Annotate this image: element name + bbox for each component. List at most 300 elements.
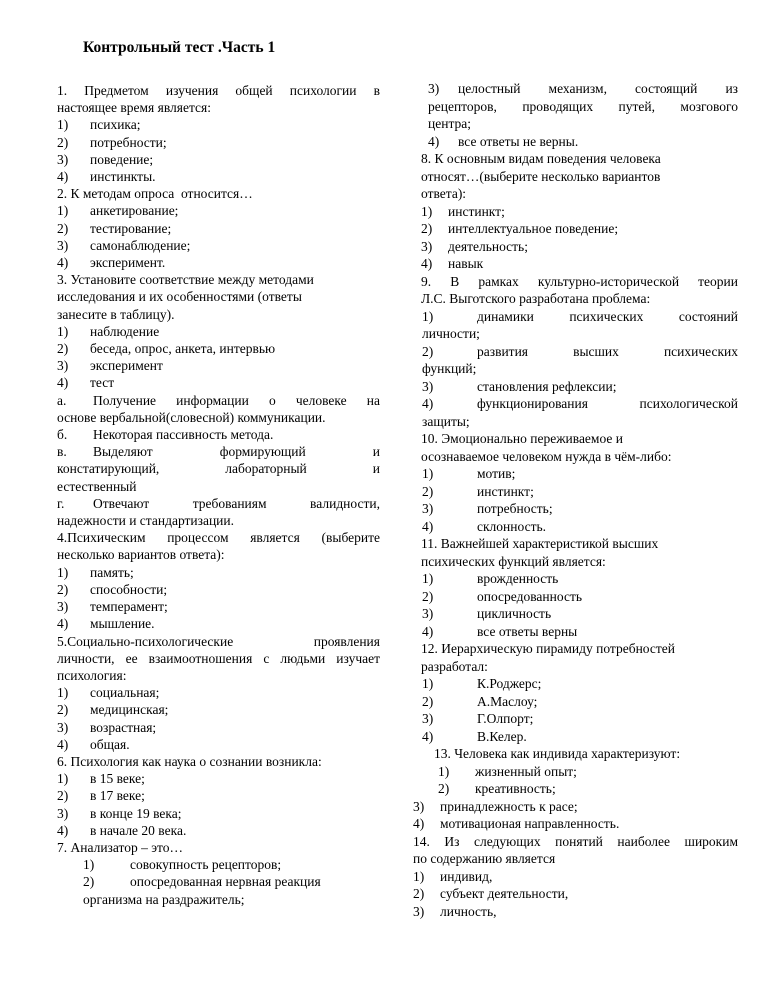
answer-option: [422, 588, 738, 606]
option-marker: 1): [422, 571, 434, 586]
text-run: Г.Олпорт;: [477, 711, 534, 726]
option-marker: 4): [57, 736, 69, 752]
option-marker: 2): [57, 788, 69, 804]
question-text: [421, 535, 738, 570]
text-line: [413, 885, 738, 903]
option-marker: 3): [428, 81, 440, 96]
text-run: самонаблюдение;: [90, 237, 191, 253]
text-line: [422, 518, 738, 536]
question-text: [413, 833, 738, 868]
answer-option: [57, 220, 380, 237]
text-run: 8. К основным видам поведения человека: [421, 151, 661, 166]
option-marker: 1): [57, 685, 69, 701]
text-run: потребности;: [90, 134, 167, 150]
option-marker: 2): [57, 341, 69, 357]
text-run: динамики психических состояний: [477, 308, 738, 324]
text-line: [57, 306, 380, 323]
text-run: по содержанию является: [413, 851, 556, 866]
option-marker: а.: [57, 392, 67, 408]
answer-option: [57, 237, 380, 254]
text-run: 1. Предметом изучения общей психологии в: [57, 83, 380, 98]
answer-option: [57, 202, 380, 219]
text-line: [57, 357, 380, 374]
text-run: настоящее время является:: [57, 100, 211, 116]
text-line: [57, 168, 380, 185]
option-marker: 3): [57, 237, 69, 253]
text-run: общая.: [90, 736, 130, 752]
text-line: [57, 288, 380, 305]
answer-option: [57, 134, 380, 151]
option-marker: 2): [57, 702, 69, 718]
answer-option: [413, 868, 738, 886]
option-marker: 4): [57, 375, 69, 391]
text-run: 6. Психология как наука о сознании возникла:: [57, 753, 322, 769]
text-line: [422, 483, 738, 501]
text-run: Получение информации о человеке на: [93, 392, 380, 408]
text-line: [57, 650, 380, 667]
answer-option: [57, 770, 380, 787]
answer-option: [83, 873, 380, 907]
text-line: [57, 134, 380, 151]
text-run: исследования и их особенностями (ответы: [57, 289, 302, 305]
answer-option: [422, 395, 738, 430]
option-marker: б.: [57, 427, 68, 443]
answer-option: [57, 323, 380, 340]
text-line: [57, 615, 380, 632]
text-run: деятельность;: [448, 238, 528, 254]
question-text: [421, 640, 738, 675]
text-run: эксперимент: [90, 358, 163, 374]
text-run: личности;: [422, 326, 480, 341]
text-run: все ответы верны: [477, 623, 578, 639]
text-line: [421, 553, 738, 571]
text-line: [57, 409, 380, 426]
option-marker: 3): [422, 711, 434, 726]
answer-option: [57, 340, 380, 357]
match-item: [57, 392, 380, 426]
text-run: анкетирование;: [90, 203, 179, 219]
text-run: инстинкт;: [477, 483, 534, 499]
option-marker: 3): [422, 378, 434, 394]
text-line: [57, 340, 380, 357]
option-marker: 3): [57, 805, 69, 821]
text-run: осознаваемое человеком нужда в чём-либо:: [421, 448, 672, 464]
text-line: [57, 392, 380, 409]
answer-option: [57, 701, 380, 718]
text-run: в 15 веке;: [90, 771, 145, 787]
text-line: [57, 495, 380, 512]
text-run: тестирование;: [90, 220, 172, 236]
answer-option: [421, 203, 738, 221]
text-run: в конце 19 века;: [90, 805, 182, 821]
answer-option: [421, 255, 738, 273]
text-run: Отвечают требованиям валидности,: [93, 495, 380, 511]
text-run: функционирования психологической: [477, 396, 738, 411]
answer-option: [57, 168, 380, 185]
option-marker: 1): [438, 763, 450, 779]
text-run: беседа, опрос, анкета, интервью: [90, 341, 276, 357]
answer-option: [57, 719, 380, 736]
text-line: [422, 413, 738, 431]
answer-option: [422, 378, 738, 396]
text-line: [421, 203, 738, 221]
text-line: [57, 529, 380, 546]
text-run: эксперимент.: [90, 255, 166, 271]
option-marker: 2): [57, 220, 69, 236]
text-line: [421, 640, 738, 658]
option-marker: 3): [413, 903, 425, 919]
option-marker: 1): [57, 203, 69, 219]
option-marker: 4): [57, 169, 69, 185]
document-title: Контрольный тест .Часть 1: [83, 39, 276, 56]
text-line: [57, 254, 380, 271]
text-line: [421, 273, 738, 291]
text-run: защиты;: [422, 413, 470, 429]
text-line: [421, 185, 738, 203]
text-line: [57, 426, 380, 443]
option-marker: 2): [83, 874, 95, 890]
text-line: [413, 815, 738, 833]
text-run: возрастная;: [90, 719, 157, 735]
match-item: [57, 426, 380, 443]
text-line: [83, 891, 380, 908]
option-marker: 3): [422, 501, 434, 516]
text-run: Некоторая пассивность метода.: [93, 427, 274, 443]
text-run: относят…(выберите несколько вариантов: [421, 168, 661, 184]
text-run: наблюдение: [90, 323, 160, 339]
text-line: [421, 238, 738, 256]
text-line: [422, 395, 738, 413]
question-text: [57, 82, 380, 116]
question-text: [57, 271, 380, 323]
text-line: [57, 323, 380, 340]
answer-option: [57, 822, 380, 839]
text-line: [57, 787, 380, 804]
text-run: 2. К методам опроса относится…: [57, 186, 253, 202]
text-line: [57, 99, 380, 116]
match-item: [57, 443, 380, 495]
answer-option: [57, 374, 380, 391]
answer-option: [438, 780, 738, 798]
text-run: медицинская;: [90, 702, 169, 718]
option-marker: 4): [57, 255, 69, 271]
option-marker: 4): [57, 616, 69, 632]
question-text: [57, 753, 380, 770]
answer-option: [57, 615, 380, 632]
option-marker: 1): [57, 564, 69, 580]
text-line: [57, 478, 380, 495]
text-run: все ответы не верны.: [458, 133, 579, 149]
text-run: жизненный опыт;: [475, 763, 577, 779]
option-marker: 1): [57, 323, 69, 339]
text-line: [57, 839, 380, 856]
option-marker: в.: [57, 444, 67, 460]
option-marker: 3): [421, 238, 433, 254]
text-line: [422, 500, 738, 518]
answer-option: [422, 465, 738, 483]
option-marker: 3): [57, 599, 69, 615]
answer-option: [57, 736, 380, 753]
text-line: [434, 745, 738, 763]
option-marker: 4): [422, 623, 434, 639]
answer-option: [428, 80, 738, 133]
text-run: в начале 20 века.: [90, 822, 187, 838]
answer-option: [57, 564, 380, 581]
text-line: [57, 684, 380, 701]
option-marker: 4): [421, 256, 433, 271]
question-text: [434, 745, 738, 763]
left-column: [57, 82, 380, 908]
text-line: [57, 512, 380, 529]
text-run: цикличность: [477, 606, 552, 621]
text-line: [57, 374, 380, 391]
answer-option: [413, 815, 738, 833]
option-marker: 2): [422, 693, 434, 709]
text-run: социальная;: [90, 685, 160, 701]
answer-option: [57, 684, 380, 701]
text-run: мышление.: [90, 616, 155, 632]
answer-option: [57, 787, 380, 804]
option-marker: 3): [413, 798, 425, 814]
text-line: [422, 360, 738, 378]
text-line: [422, 308, 738, 326]
text-line: [57, 546, 380, 563]
text-line: [421, 448, 738, 466]
text-line: [57, 701, 380, 718]
text-run: индивид,: [440, 868, 493, 884]
match-item: [57, 495, 380, 529]
text-line: [422, 675, 738, 693]
text-line: [57, 581, 380, 598]
text-line: [413, 833, 738, 851]
option-marker: 2): [57, 581, 69, 597]
text-line: [57, 443, 380, 460]
question-text: [421, 273, 738, 308]
text-line: [57, 736, 380, 753]
text-run: развития высших психических: [477, 343, 738, 359]
text-line: [438, 780, 738, 798]
text-run: личности, ее взаимоотношения с людьми изучает: [57, 650, 380, 666]
text-line: [422, 325, 738, 343]
text-line: [57, 82, 380, 99]
text-run: естественный: [57, 478, 137, 494]
text-line: [57, 151, 380, 168]
answer-option: [422, 500, 738, 518]
option-marker: 1): [421, 203, 433, 219]
text-line: [421, 658, 738, 676]
text-line: [413, 850, 738, 868]
option-marker: 4): [422, 728, 434, 744]
answer-option: [57, 357, 380, 374]
option-marker: 2): [438, 781, 450, 796]
text-run: склонность.: [477, 518, 546, 534]
option-marker: 2): [421, 221, 433, 236]
answer-option: [422, 623, 738, 641]
text-line: [83, 873, 380, 890]
text-run: рецепторов, проводящих путей, мозгового: [428, 98, 738, 114]
option-marker: 1): [57, 771, 69, 787]
text-line: [421, 150, 738, 168]
text-run: инстинкты.: [90, 169, 156, 185]
text-run: совокупность рецепторов;: [130, 857, 282, 873]
option-marker: 1): [57, 117, 69, 133]
option-marker: 4): [57, 822, 69, 838]
text-run: целостный механизм, состоящий из: [458, 81, 738, 96]
text-run: личность,: [440, 903, 497, 919]
answer-option: [413, 798, 738, 816]
text-run: констатирующий, лабораторный и: [57, 461, 380, 477]
answer-option: [422, 728, 738, 746]
text-run: А.Маслоу;: [477, 693, 538, 709]
answer-option: [422, 518, 738, 536]
answer-option: [57, 598, 380, 615]
option-marker: 2): [57, 134, 69, 150]
text-run: в 17 веке;: [90, 788, 145, 804]
option-marker: 2): [422, 588, 434, 604]
text-line: [428, 115, 738, 133]
text-line: [57, 719, 380, 736]
text-line: [57, 237, 380, 254]
text-line: [57, 667, 380, 684]
text-run: К.Роджерс;: [477, 676, 542, 691]
text-run: организма на раздражитель;: [83, 891, 245, 907]
answer-option: [57, 151, 380, 168]
text-run: психика;: [90, 117, 141, 133]
answer-option: [421, 220, 738, 238]
option-marker: 1): [422, 308, 434, 324]
option-marker: 3): [57, 358, 69, 374]
text-line: [57, 185, 380, 202]
text-run: потребность;: [477, 501, 553, 516]
text-line: [57, 271, 380, 288]
text-line: [422, 710, 738, 728]
text-run: опосредованная нервная реакция: [130, 874, 321, 890]
text-line: [421, 430, 738, 448]
answer-option: [413, 885, 738, 903]
text-run: темперамент;: [90, 599, 168, 615]
text-run: 9. В рамках культурно-исторической теории: [421, 273, 738, 289]
text-run: центра;: [428, 116, 471, 131]
text-run: 4.Психическим процессом является (выберите: [57, 530, 380, 546]
option-marker: 4): [413, 816, 425, 831]
text-run: инстинкт;: [448, 203, 505, 219]
text-run: креативность;: [475, 781, 556, 796]
answer-option: [422, 343, 738, 378]
text-line: [57, 805, 380, 822]
text-run: память;: [90, 564, 134, 580]
text-line: [413, 798, 738, 816]
option-marker: 3): [57, 151, 69, 167]
text-run: 14. Из следующих понятий наиболее широким: [413, 833, 738, 849]
option-marker: 2): [422, 483, 434, 499]
question-text: [421, 150, 738, 203]
answer-option: [422, 675, 738, 693]
text-line: [413, 903, 738, 921]
text-run: опосредованность: [477, 588, 583, 604]
text-run: 13. Человека как индивида характеризуют:: [434, 746, 681, 761]
option-marker: 3): [422, 606, 434, 621]
text-run: несколько вариантов ответа):: [57, 547, 225, 563]
option-marker: 1): [422, 466, 434, 481]
text-line: [428, 80, 738, 98]
text-run: 10. Эмоционально переживаемое и: [421, 431, 623, 446]
answer-option: [57, 116, 380, 133]
answer-option: [422, 570, 738, 588]
question-text: [57, 633, 380, 685]
text-run: функций;: [422, 361, 477, 376]
text-line: [421, 220, 738, 238]
answer-option: [428, 133, 738, 151]
text-run: занесите в таблицу).: [57, 306, 175, 322]
question-text: [57, 185, 380, 202]
text-run: Выделяют формирующий и: [93, 444, 380, 460]
text-run: поведение;: [90, 151, 154, 167]
text-line: [422, 728, 738, 746]
text-line: [422, 465, 738, 483]
text-line: [421, 290, 738, 308]
question-text: [421, 430, 738, 465]
text-run: ответа):: [421, 186, 467, 201]
text-line: [422, 623, 738, 641]
answer-option: [438, 763, 738, 781]
answer-option: [422, 693, 738, 711]
text-line: [57, 598, 380, 615]
text-line: [422, 693, 738, 711]
text-run: 3. Установите соответствие между методами: [57, 272, 314, 288]
text-run: психология:: [57, 667, 127, 683]
option-marker: 4): [428, 133, 440, 149]
text-line: [57, 822, 380, 839]
text-line: [57, 770, 380, 787]
option-marker: 4): [422, 396, 434, 411]
text-line: [57, 564, 380, 581]
answer-option: [421, 238, 738, 256]
text-line: [422, 588, 738, 606]
text-line: [57, 460, 380, 477]
option-marker: 1): [83, 857, 95, 873]
answer-option: [413, 903, 738, 921]
text-line: [57, 202, 380, 219]
question-text: [57, 839, 380, 856]
option-marker: 2): [413, 886, 425, 901]
option-marker: 1): [413, 868, 425, 884]
text-line: [422, 570, 738, 588]
option-marker: 4): [422, 518, 434, 534]
text-run: 5.Социально-психологические проявления: [57, 633, 380, 649]
text-run: разработал:: [421, 658, 488, 674]
text-line: [422, 605, 738, 623]
text-line: [421, 168, 738, 186]
text-line: [57, 220, 380, 237]
text-run: способности;: [90, 581, 168, 597]
answer-option: [57, 254, 380, 271]
answer-option: [83, 856, 380, 873]
text-line: [422, 378, 738, 396]
option-marker: г.: [57, 495, 65, 511]
text-run: мотивационая направленность.: [440, 816, 620, 831]
text-run: надежности и стандартизации.: [57, 513, 235, 529]
text-line: [438, 763, 738, 781]
right-column: [413, 80, 738, 920]
answer-option: [422, 483, 738, 501]
text-line: [57, 753, 380, 770]
text-line: [413, 868, 738, 886]
text-line: [422, 343, 738, 361]
text-line: [421, 535, 738, 553]
answer-option: [422, 308, 738, 343]
text-run: мотив;: [477, 466, 516, 481]
text-run: навык: [448, 256, 484, 271]
